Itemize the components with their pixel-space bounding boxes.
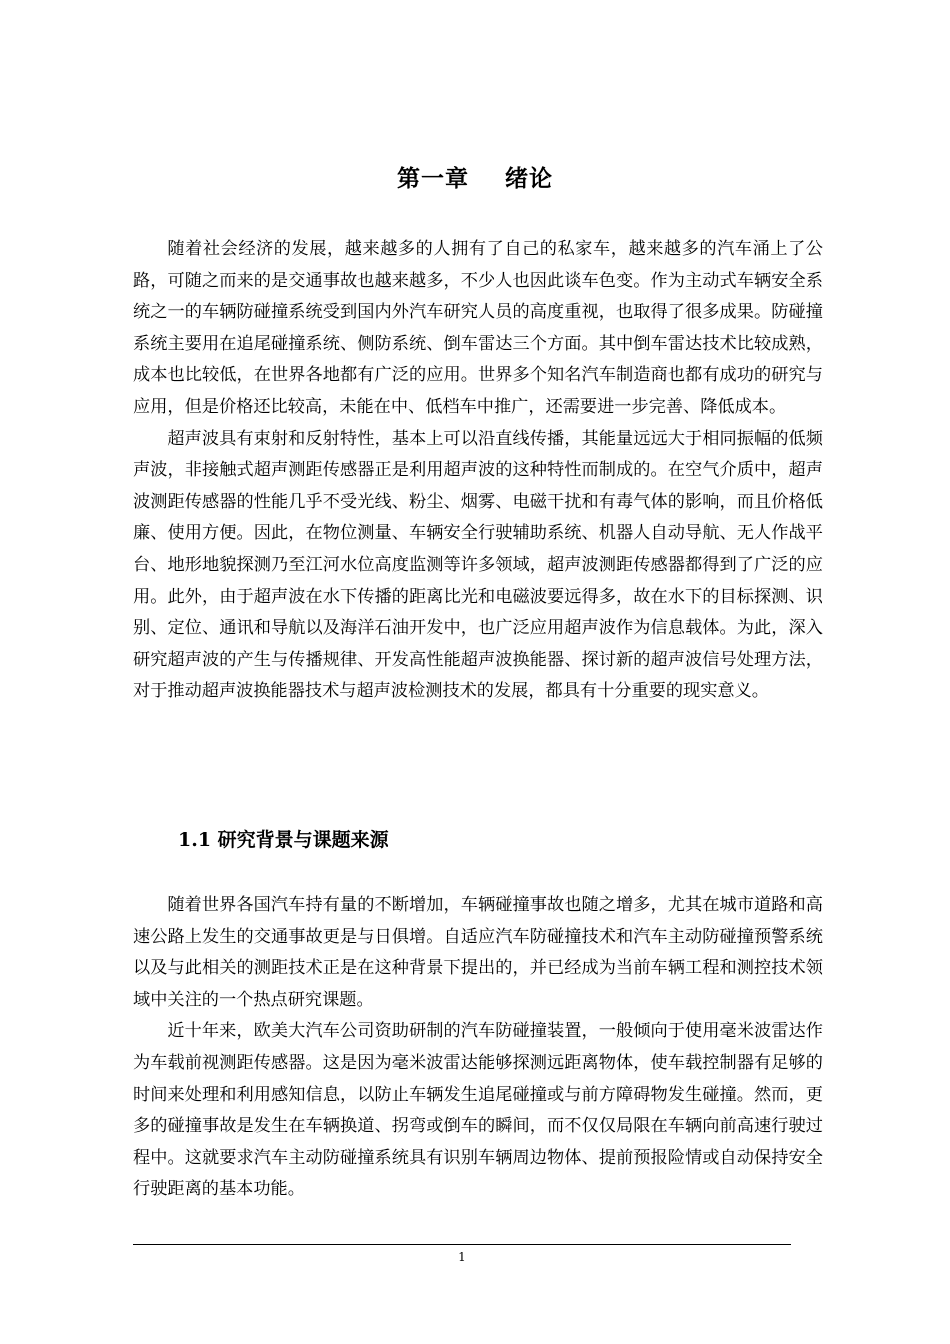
intro-section [133, 234, 823, 708]
section-paragraph-1: 随着世界各国汽车持有量的不断增加，车辆碰撞事故也随之增多，尤其在城市道路和高速公路上发生的交通事故更是与日俱增。自适应汽车防碰撞技术和汽车主动防碰撞预警系统以及与此相关的测距技术正是在这种背景下提出的，并已经成为当前车辆工程和测控技术领域中关注的一个热点研究课题。 [133, 895, 823, 1010]
intro-paragraph-1: 随着社会经济的发展，越来越多的人拥有了自己的私家车，越来越多的汽车涌上了公路，可随之而来的是交通事故也越来越多，不少人也因此谈车色变。作为主动式车辆安全系统之一的车辆防碰撞系统受到国内外汽车研究人员的高度重视，也取得了很多成果。防碰撞系统主要用在追尾碰撞系统、侧防系统、倒车雷达三个方面。其中倒车雷达技术比较成熟，成本也比较低，在世界各地都有广泛的应用。世界多个知名汽车制造商也都有成功的研究与应用，但是价格还比较高，未能在中、低档车中推广，还需要进一步完善、降低成本。 [133, 239, 823, 417]
footer-divider [133, 1244, 791, 1245]
section-paragraph-2: 近十年来，欧美大汽车公司资助研制的汽车防碰撞装置，一般倾向于使用毫米波雷达作为车载前视测距传感器。这是因为毫米波雷达能够探测远距离物体，使车载控制器有足够的时间来处理和利用感知信息，以防止车辆发生追尾碰撞或与前方障碍物发生碰撞。然而，更多的碰撞事故是发生在车辆换道、拐弯或倒车的瞬间，而不仅仅局限在车辆向前高速行驶过程中。这就要求汽车主动防碰撞系统具有识别车辆周边物体、提前预报险情或自动保持安全行驶距离的基本功能。 [133, 1021, 823, 1200]
section-heading: 1.1 研究背景与课题来源 [178, 829, 389, 851]
page-number: 1 [458, 1250, 466, 1264]
section-1-1-body [133, 890, 823, 1206]
chapter-title: 第一章 绪论 [396, 165, 554, 192]
intro-paragraph-2: 超声波具有束射和反射特性，基本上可以沿直线传播，其能量远远大于相同振幅的低频声波，非接触式超声测距传感器正是利用超声波的这种特性而制成的。在空气介质中，超声波测距传感器的性能几乎不受光线、粉尘、烟雾、电磁干扰和有毒气体的影响，而且价格低廉、使用方便。因此，在物位测量、车辆安全行驶辅助系统、机器人自动导航、无人作战平台、地形地貌探测乃至江河水位高度监测等许多领域，超声波测距传感器都得到了广泛的应用。此外，由于超声波在水下传播的距离比光和电磁波要远得多，故在水下的目标探测、识别、定位、通讯和导航以及海洋石油开发中，也广泛应用超声波作为信息载体。为此，深入研究超声波的产生与传播规律、开发高性能超声波换能器、探讨新的超声波信号处理方法，对于推动超声波换能器技术与超声波检测技术的发展，都具有十分重要的现实意义。 [133, 428, 823, 702]
